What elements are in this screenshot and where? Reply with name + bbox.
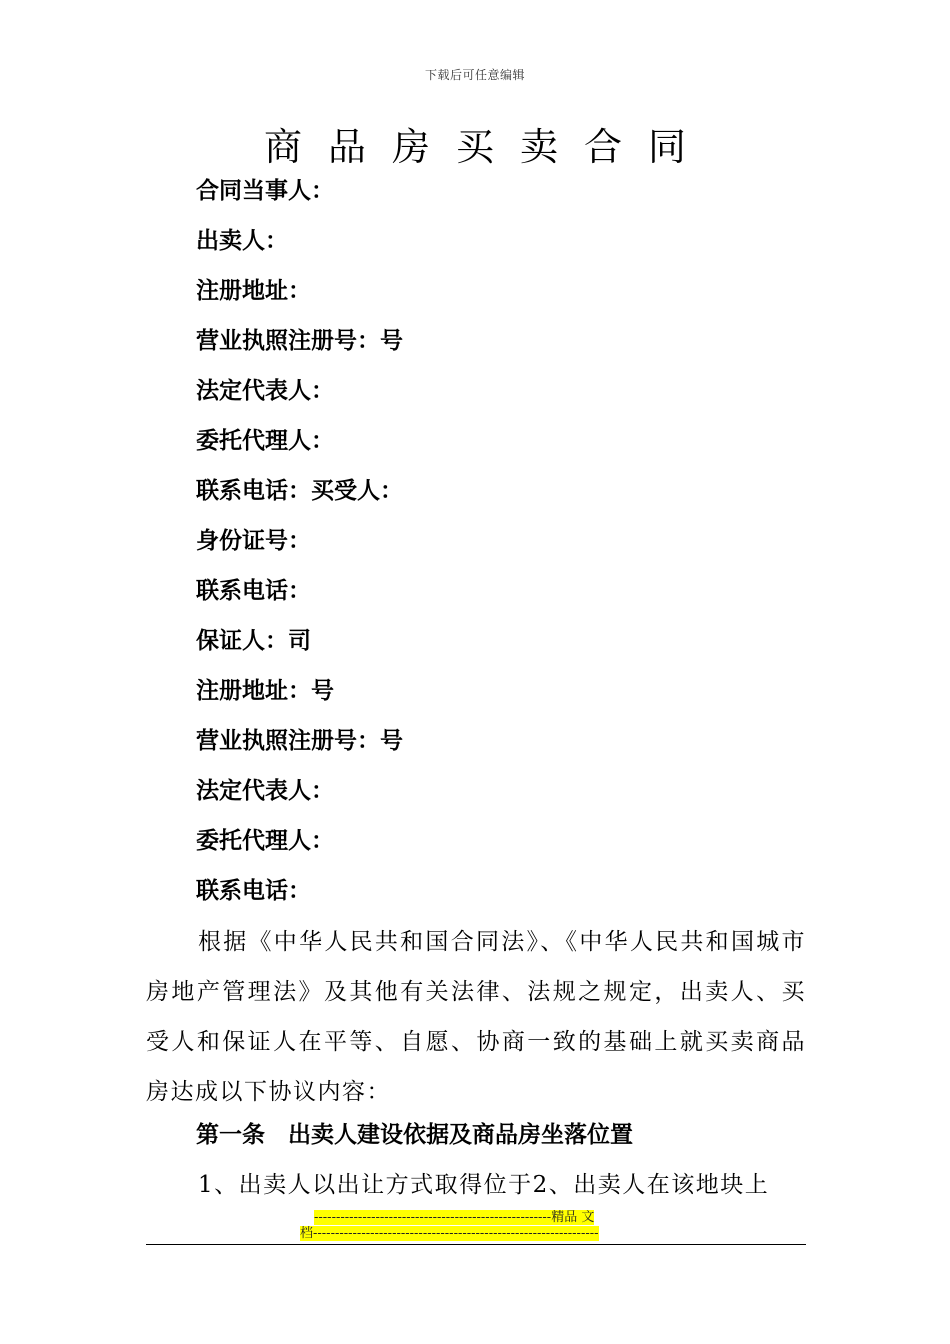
party-line: 身份证号： xyxy=(196,527,311,554)
party-line: 注册地址： xyxy=(196,277,311,304)
party-line: 保证人：司 xyxy=(196,627,311,654)
footer-line-2: 档----------------------------------------------------------------- xyxy=(300,1226,599,1241)
party-line: 营业执照注册号：号 xyxy=(196,727,403,754)
document-title: 商品房买卖合同 xyxy=(263,125,712,169)
party-line: 委托代理人： xyxy=(196,827,334,854)
party-line: 合同当事人： xyxy=(196,177,334,204)
party-list xyxy=(196,171,403,921)
footer-line-1: ------------------------------------------------------精品 文 xyxy=(314,1210,595,1225)
party-line: 联系电话： xyxy=(196,877,311,904)
party-line: 法定代表人： xyxy=(196,777,334,804)
article-1-title: 第一条 出卖人建设依据及商品房坐落位置 xyxy=(196,1121,633,1148)
header-note: 下载后可任意编辑 xyxy=(424,68,525,82)
footer-watermark xyxy=(300,1210,650,1242)
party-line: 联系电话： xyxy=(196,577,311,604)
party-line: 注册地址：号 xyxy=(196,677,334,704)
preamble-paragraph: 根据《中华人民共和国合同法》、《中华人民共和国城市房地产管理法》及其他有关法律、法规之规定，出卖人、买受人和保证人在平等、自愿、协商一致的基础上就买卖商品房达成以下协议内容： xyxy=(146,929,806,1105)
footer-divider xyxy=(146,1244,806,1245)
party-line: 营业执照注册号：号 xyxy=(196,327,403,354)
party-line: 出卖人： xyxy=(196,227,288,254)
article-1-body: 1、出卖人以出让方式取得位于2、出卖人在该地块上 xyxy=(198,1172,770,1198)
party-line: 法定代表人： xyxy=(196,377,334,404)
party-line: 联系电话：买受人： xyxy=(196,477,403,504)
party-line: 委托代理人： xyxy=(196,427,334,454)
